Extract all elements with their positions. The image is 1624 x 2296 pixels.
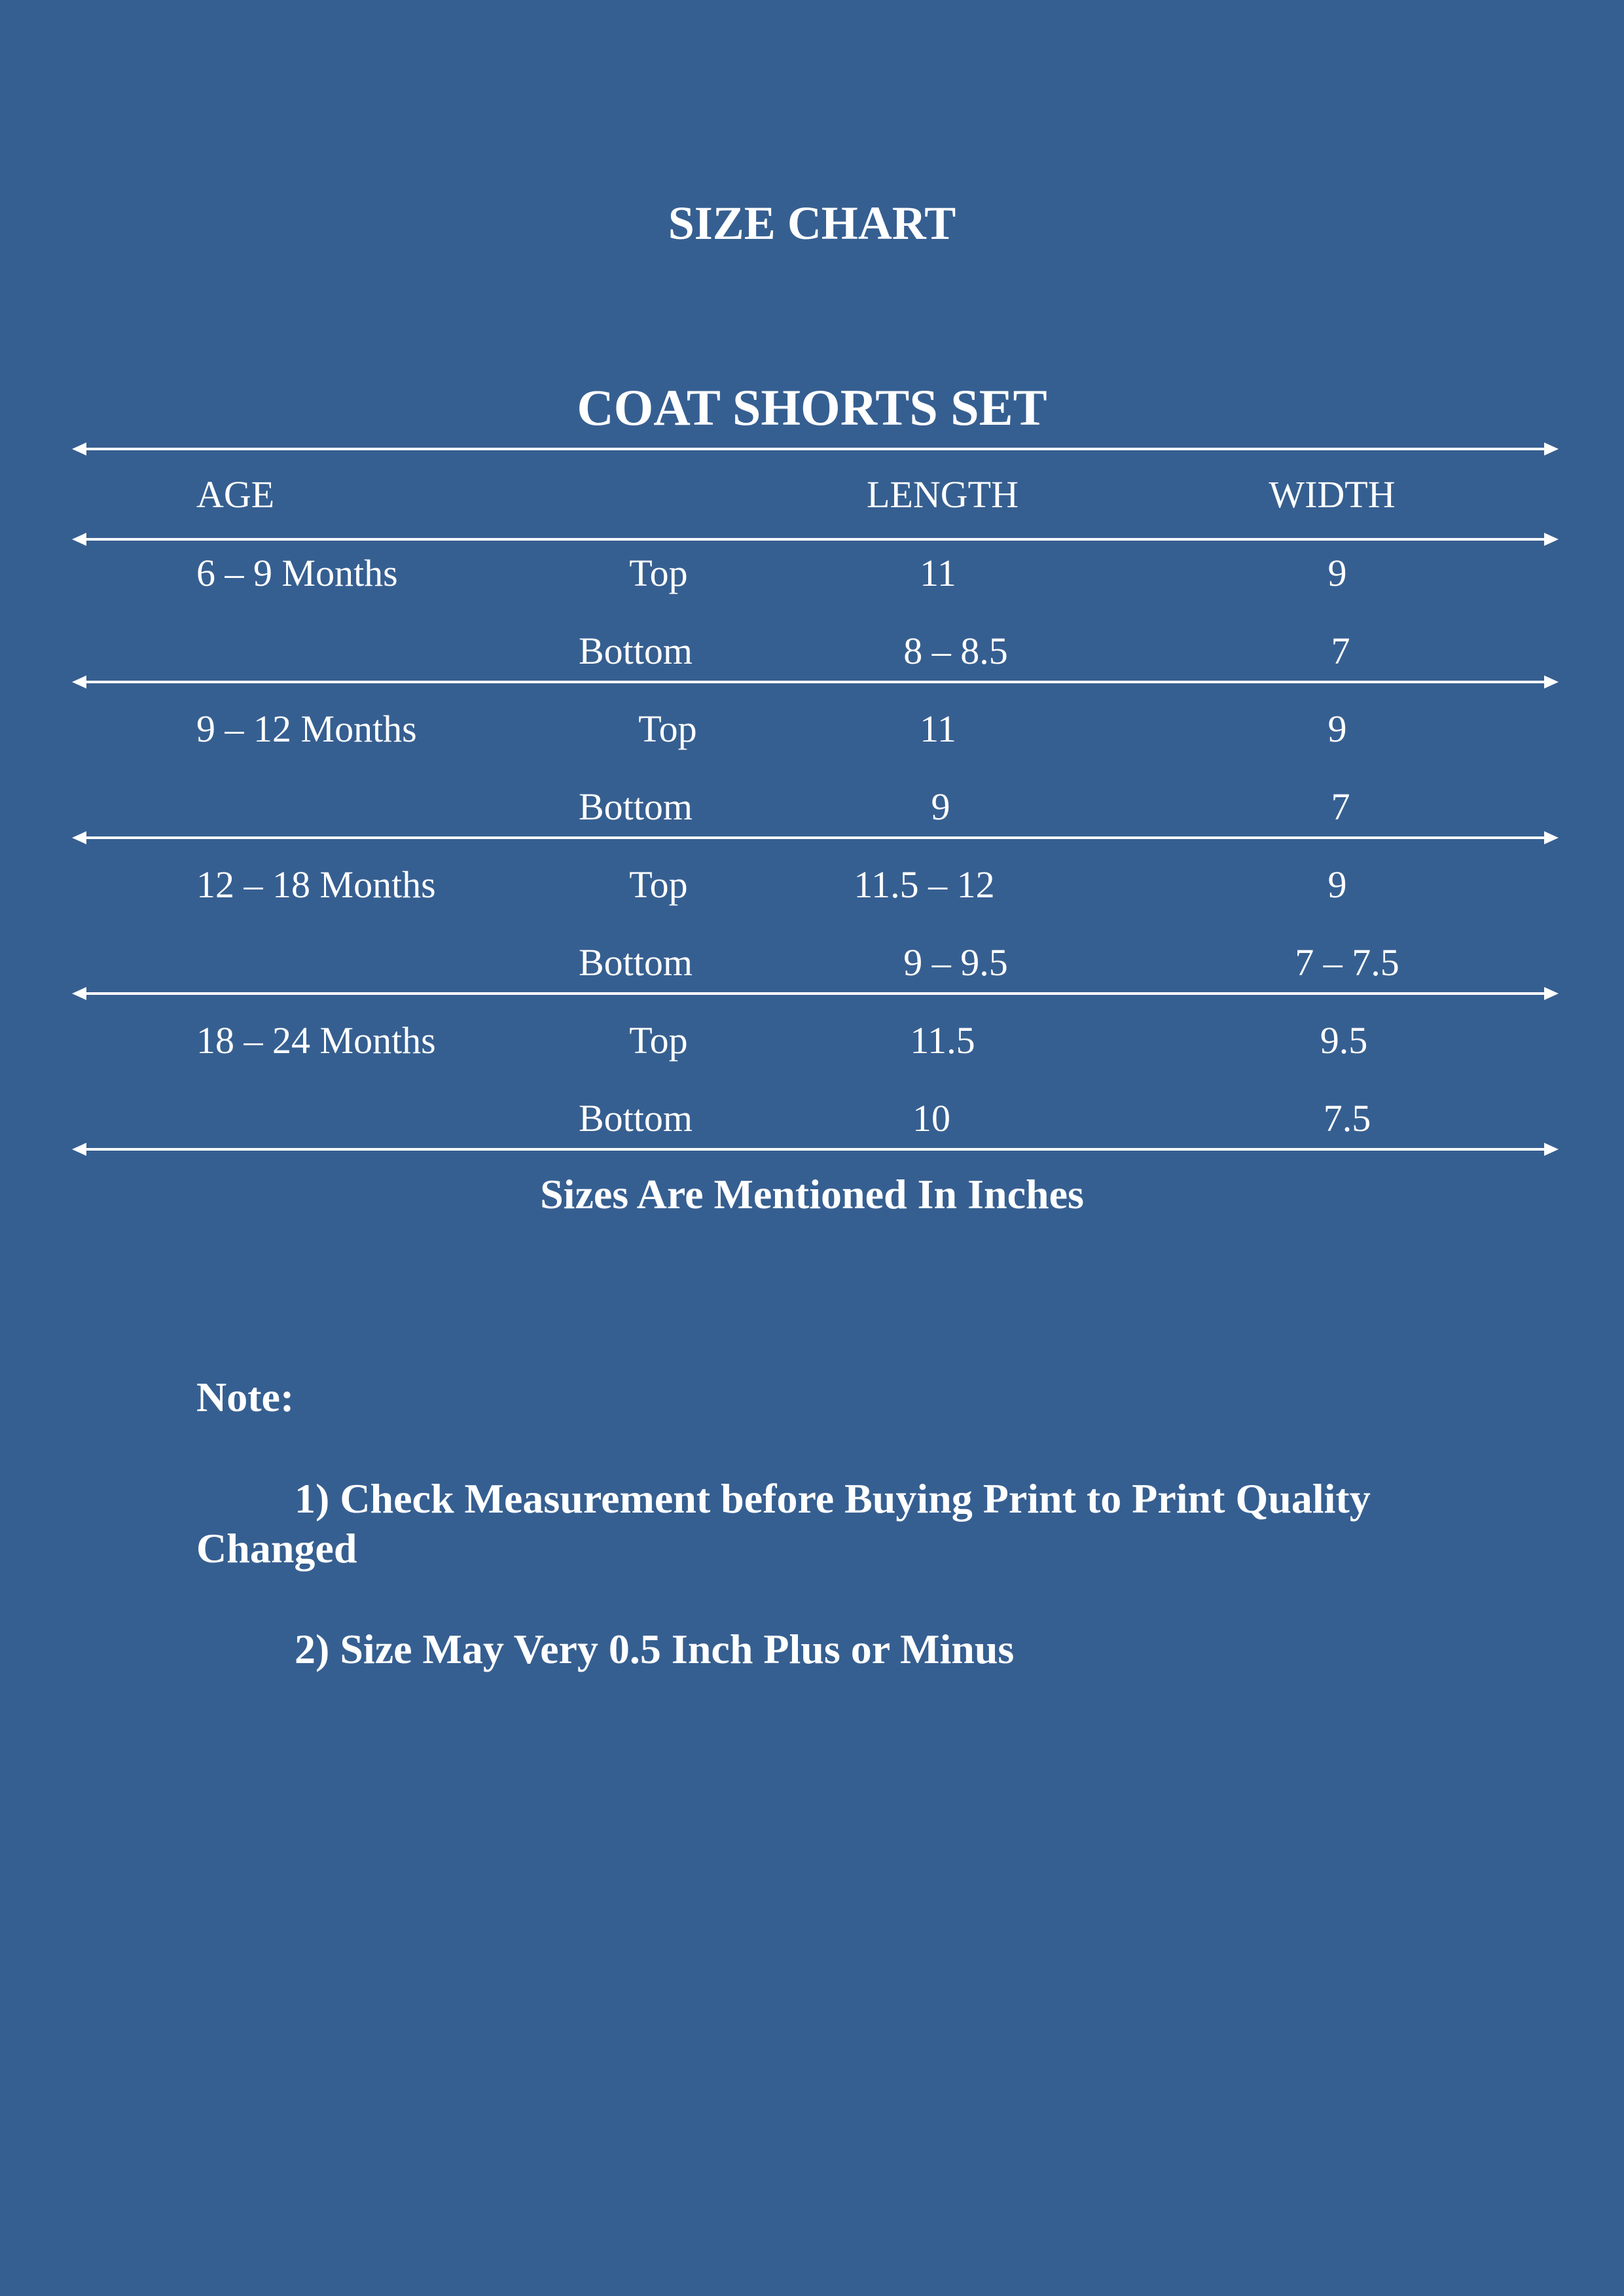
row-2-part: Bottom xyxy=(578,630,693,672)
row-4-width: 7 xyxy=(1331,785,1350,828)
row-5-width: 9 xyxy=(1327,863,1347,906)
row-3-width: 9 xyxy=(1327,708,1347,750)
row-6-width: 7 – 7.5 xyxy=(1295,941,1399,984)
units-note: Sizes Are Mentioned In Inches xyxy=(540,1171,1084,1217)
row-7-part: Top xyxy=(629,1019,688,1062)
row-1-length: 11 xyxy=(920,552,956,594)
divider-arrow-row-3 xyxy=(72,987,1559,1000)
row-2-width: 7 xyxy=(1331,630,1350,672)
row-7-length: 11.5 xyxy=(910,1019,975,1062)
row-8-width: 7.5 xyxy=(1323,1097,1371,1139)
row-5-length: 11.5 – 12 xyxy=(854,863,995,906)
row-4-length: 9 xyxy=(931,785,950,828)
row-6-length: 9 – 9.5 xyxy=(903,941,1008,984)
note-item-2: 2) Size May Very 0.5 Inch Plus or Minus xyxy=(295,1626,1015,1672)
note-item-1: 1) Check Measurement before Buying Print to Print Quality Changed xyxy=(196,1475,1371,1571)
row-5-age: 12 – 18 Months xyxy=(196,863,436,906)
row-3-age: 9 – 12 Months xyxy=(196,708,417,750)
product-title: COAT SHORTS SET xyxy=(577,379,1047,436)
row-3-length: 11 xyxy=(920,708,956,750)
divider-arrow-top xyxy=(72,442,1559,456)
header-width: WIDTH xyxy=(1269,473,1396,516)
row-4-part: Bottom xyxy=(578,785,693,828)
row-5-part: Top xyxy=(629,863,688,906)
divider-arrow-header xyxy=(72,533,1559,546)
row-6-part: Bottom xyxy=(578,941,693,984)
divider-arrow-row-2 xyxy=(72,831,1559,844)
row-3-part: Top xyxy=(638,708,697,750)
header-length: LENGTH xyxy=(867,473,1019,516)
row-7-age: 18 – 24 Months xyxy=(196,1019,436,1062)
row-1-age: 6 – 9 Months xyxy=(196,552,398,594)
divider-arrow-row-1 xyxy=(72,675,1559,689)
note-heading: Note: xyxy=(196,1374,295,1420)
row-8-length: 10 xyxy=(912,1097,950,1139)
row-2-length: 8 – 8.5 xyxy=(903,630,1008,672)
row-1-part: Top xyxy=(629,552,688,594)
page-title: SIZE CHART xyxy=(668,197,956,249)
row-8-part: Bottom xyxy=(578,1097,693,1139)
row-1-width: 9 xyxy=(1327,552,1347,594)
divider-arrow-bottom xyxy=(72,1143,1559,1156)
row-7-width: 9.5 xyxy=(1320,1019,1368,1062)
header-age: AGE xyxy=(196,473,275,516)
